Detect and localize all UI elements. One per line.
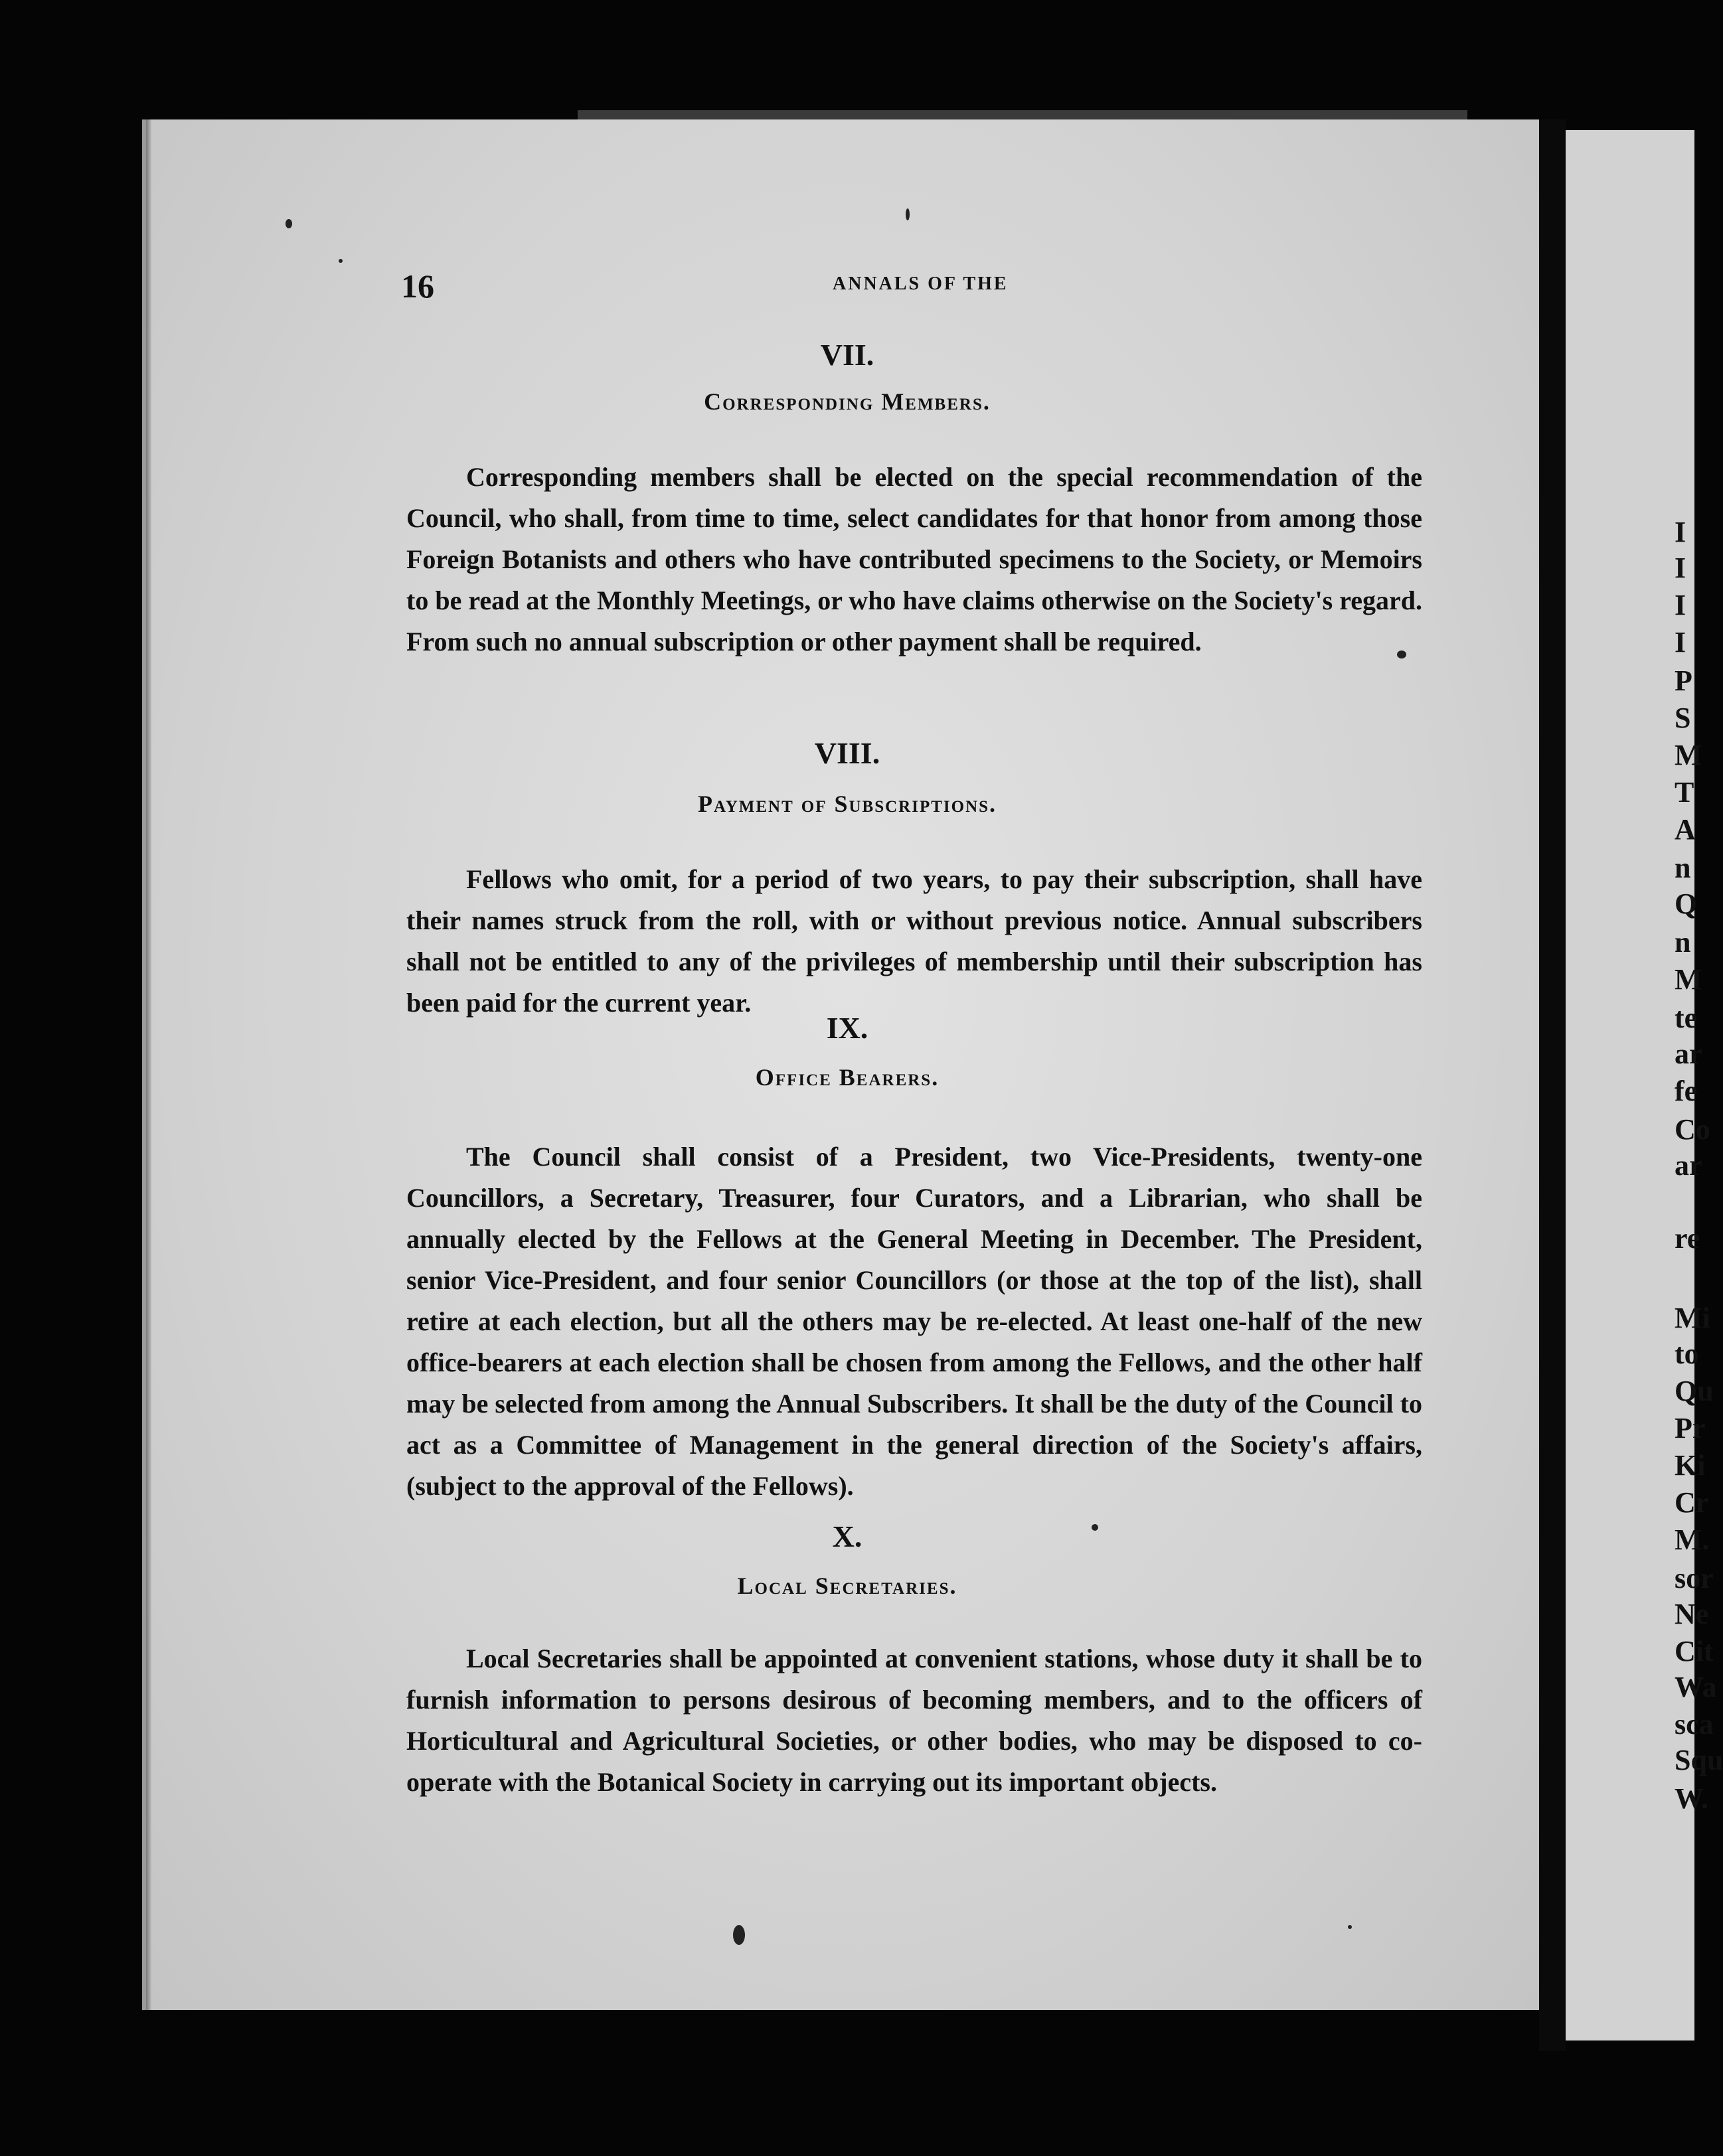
section-number: VII.: [820, 338, 874, 372]
facing-page-line: T: [1675, 776, 1694, 809]
facing-page-line: Pr: [1675, 1412, 1706, 1444]
facing-page-line: Co: [1675, 1113, 1710, 1146]
section-title: Local Secretaries.: [737, 1573, 957, 1599]
facing-page-line: sca: [1675, 1708, 1714, 1740]
facing-page-line: fe: [1675, 1075, 1698, 1107]
scan-speck: [1348, 1925, 1352, 1929]
facing-page-line: I: [1675, 552, 1686, 584]
section-number: X.: [832, 1519, 862, 1553]
scan-speck: [339, 259, 343, 263]
facing-page-line: Mi: [1675, 1302, 1710, 1334]
facing-page-line: P: [1675, 664, 1692, 697]
facing-page-line: Squ: [1675, 1744, 1723, 1776]
section-title: Payment of Subscriptions.: [697, 791, 997, 817]
facing-page-line: sor: [1675, 1562, 1714, 1594]
facing-page-line: n: [1675, 852, 1691, 884]
section-number: VIII.: [814, 736, 880, 770]
facing-page-line: Ne: [1675, 1598, 1709, 1630]
top-page-strip: [578, 110, 1467, 119]
section-paragraph: Fellows who omit, for a period of two years, to pay their subscription, shall have their names struck from the roll, with or without previous notice. Annual subscribers shall not be entitled to any of the privileges of membership until their subscription has been paid for the current year.: [406, 864, 1422, 1018]
facing-page-line: n: [1675, 926, 1691, 959]
facing-page-line: M: [1675, 739, 1702, 771]
section-number: IX.: [826, 1011, 868, 1045]
facing-page-line: re: [1675, 1222, 1700, 1255]
facing-page-line: I: [1675, 516, 1686, 548]
section-paragraph: The Council shall consist of a President, two Vice-Presidents, twenty-one Councillors, a Secretary, Treasurer, four Curators, and a Librarian, who shall be annually elected by the Fellows at the General Meeting in December. The President, senior Vice-President, and four senior Councillors (or those at the top of the list), shall retire at each election, but all the others may be re-elected. At least one-half of the new office-bearers at each election shall be chosen from among the Fellows, and the other half may be selected from among the Annual Subscribers. It shall be the duty of the Council to act as a Committee of Management in the general direction of the Society's affairs, (subject to the approval of the Fellows).: [406, 1142, 1422, 1501]
facing-page-line: to: [1675, 1338, 1699, 1370]
section-title: Office Bearers.: [755, 1064, 940, 1091]
facing-page-line: M: [1675, 963, 1702, 996]
scan-speck: [286, 219, 292, 228]
section-title: Corresponding Members.: [704, 388, 991, 415]
facing-page-line: Ki: [1675, 1449, 1706, 1482]
facing-page-line: Wa: [1675, 1671, 1717, 1703]
section-paragraph: Local Secretaries shall be appointed at convenient stations, whose duty it shall be to furnish information to persons desirous of becoming members, and to the officers of Horticultural and Agricultural Societies, or other bodies, who may be disposed to co-operate with the Botanical Society in carrying out its important objects.: [406, 1644, 1422, 1797]
facing-page-line: S: [1675, 702, 1691, 734]
facing-page-line: Cr: [1675, 1486, 1709, 1519]
facing-page-line: ar: [1675, 1149, 1702, 1182]
facing-page-line: ar: [1675, 1038, 1702, 1070]
facing-page-line: Qu: [1675, 1375, 1714, 1407]
facing-page-line: A: [1675, 813, 1696, 846]
facing-page-line: I: [1675, 626, 1686, 658]
scan-speck: [1092, 1524, 1098, 1531]
running-head: ANNALS OF THE: [833, 273, 1009, 294]
page-number: 16: [401, 268, 434, 305]
scan-speck: [1397, 651, 1406, 658]
facing-page-line: te: [1675, 1002, 1698, 1034]
facing-page-line: M.: [1675, 1523, 1710, 1556]
section-paragraph: Corresponding members shall be elected on the special recommendation of the Council, who shall, from time to time, select candidates for that honor from among those Foreign Botanists and others who have contributed specimens to the Society, or Memoirs to be read at the Monthly Meetings, or who have claims otherwise on the Society's regard. From such no annual subscription or other payment shall be required.: [406, 462, 1422, 656]
facing-page-line: W.: [1675, 1782, 1708, 1815]
scan-speck: [733, 1925, 745, 1945]
facing-page-line: Cit: [1675, 1635, 1714, 1667]
scan-speck: [906, 208, 910, 220]
facing-page-line: I: [1675, 589, 1686, 621]
facing-page-line: Q: [1675, 887, 1698, 920]
